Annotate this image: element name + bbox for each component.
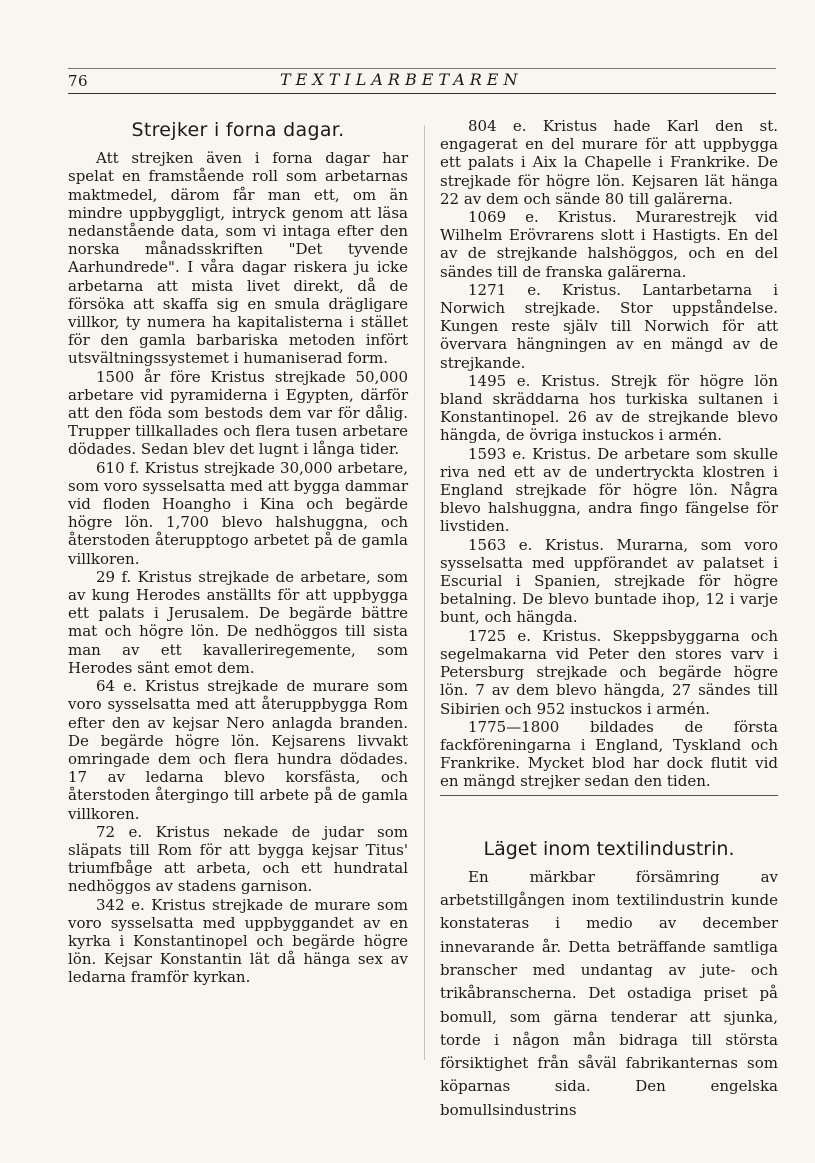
journal-title: TEXTILARBETAREN: [280, 70, 523, 89]
second-article: [440, 837, 778, 1122]
article-paragraph: 1563 e. Kristus. Murarna, som voro sysselsatta med uppförandet av palatset i Escurial i Spanien, strejkade för högre betalning. De blevo buntade ihop, 12 i varje bunt, och hängda.: [440, 535, 778, 627]
article-paragraph: 1593 e. Kristus. De arbetare som skulle riva ned ett av de undertryckta klostren i England strejkade för högre lön. Några blevo halshuggna, andra fingo fängelse för livstiden.: [440, 444, 778, 536]
article-paragraph: 1271 e. Kristus. Lantarbetarna i Norwich strejkade. Stor uppståndelse. Kungen reste själv till Norwich för att övervara hängningen av en mängd av de strejkande.: [440, 280, 778, 372]
article-paragraph: 64 e. Kristus strejkade de murare som voro sysselsatta med att återuppbygga Rom efter den av kejsar Nero anlagda branden. De begärde högre lön. Kejsarens livvakt omringade dem och flera hundra dödades. 17 av ledarna blevo korsfästa, och återstoden återgingo till arbete på de gamla villkoren.: [68, 677, 408, 823]
header-rule-top: [68, 68, 776, 69]
right-column: [440, 117, 778, 1122]
article-paragraph: 72 e. Kristus nekade de judar som släpats till Rom för att bygga kejsar Titus' triumfbåge att arbeta, och ett hundratal nedhöggos av stadens garnison.: [68, 822, 408, 896]
article-paragraph: 1495 e. Kristus. Strejk för högre lön bland skräddarna hos turkiska sultanen i Konstantinopel. 26 av de strejkande blevo hängda, de övriga instuckos i armén.: [440, 371, 778, 445]
article-paragraph: En märkbar försämring av arbetstillgången inom textilindustrin kunde konstateras i medio av december innevarande år. Detta beträffande samtliga branscher med undantag av jute- och trikåbranscherna. Det ostadiga priset på bomull, som gärna tenderar att sjunka, torde i någon mån bidraga till största försiktighet från såväl fabrikanternas som köparnas sida. Den engelska bomullsindustrins: [440, 867, 778, 1119]
section-end-rule: [440, 795, 778, 796]
column-divider: [424, 125, 425, 1060]
article-title: Strejker i forna dagar.: [131, 119, 345, 141]
article-title: Läget inom textilindustrin.: [483, 837, 735, 860]
article-paragraph: 29 f. Kristus strejkade de arbetare, som av kung Herodes anställts för att uppbygga ett palats i Jerusalem. De begärde bättre mat och högre lön. De nedhöggos till sista man av ett kavalleriregemente, som Herodes sänt emot dem.: [68, 567, 408, 677]
article-paragraph: 342 e. Kristus strejkade de murare som voro sysselsatta med uppbyggandet av en kyrka i Konstantinopel och begärde högre lön. Kejsar Konstantin lät då hänga sex av ledarna framför kyrkan.: [68, 895, 408, 987]
page-number: 76: [68, 72, 89, 90]
header-rule-bottom: [68, 93, 776, 94]
article-paragraph: 610 f. Kristus strejkade 30,000 arbetare, som voro sysselsatta med att bygga dammar vid floden Hoangho i Kina och begärde högre lön. 1,700 blevo halshuggna, och återstoden återupptogo arbetet på de gamla villkoren.: [68, 458, 408, 568]
article-paragraph: 804 e. Kristus hade Karl den st. engagerat en del murare för att uppbygga ett palats i Aix la Chapelle i Frankrike. De strejkade för högre lön. Kejsaren lät hänga 22 av dem och sände 80 till galärerna.: [440, 117, 778, 208]
left-column: [68, 117, 408, 987]
article-paragraph: Att strejken även i forna dagar har spelat en framstående roll som arbetarnas maktmedel, därom får man ett, om än mindre uppbyggligt, intryck genom att läsa nedanstående data, som vi intaga efter den norska månadsskriften "Det tyvende Aarhundrede". I våra dagar riskera ju icke arbetarna att mista livet direkt, då de försöka att skaffa sig en smula drägligare villkor, ty numera ha kapitalisterna i stället för den gamla barbariska metoden infört utsvältningssystemet i humaniserad form.: [68, 149, 408, 368]
article-paragraph: 1069 e. Kristus. Murarestrejk vid Wilhelm Erövrarens slott i Hastigts. En del av de strejkande halshöggos, och en del sändes till de franska galärerna.: [440, 208, 778, 281]
article-paragraph: 1775—1800 bildades de första fackföreningarna i England, Tyskland och Frankrike. Mycket blod har dock flutit vid en mängd strejker sedan den tiden.: [440, 717, 778, 791]
article-paragraph: 1725 e. Kristus. Skeppsbyggarna och segelmakarna vid Peter den stores varv i Petersburg strejkade och begärde högre lön. 7 av dem blevo hängda, 27 sändes till Sibirien och 952 instuckos i armén.: [440, 626, 778, 718]
article-paragraph: 1500 år före Kristus strejkade 50,000 arbetare vid pyramiderna i Egypten, därför att den föda som bestods dem var för dålig. Trupper tillkallades och flera tusen arbetare dödades. Sedan blev det lugnt i långa tider.: [68, 367, 408, 459]
